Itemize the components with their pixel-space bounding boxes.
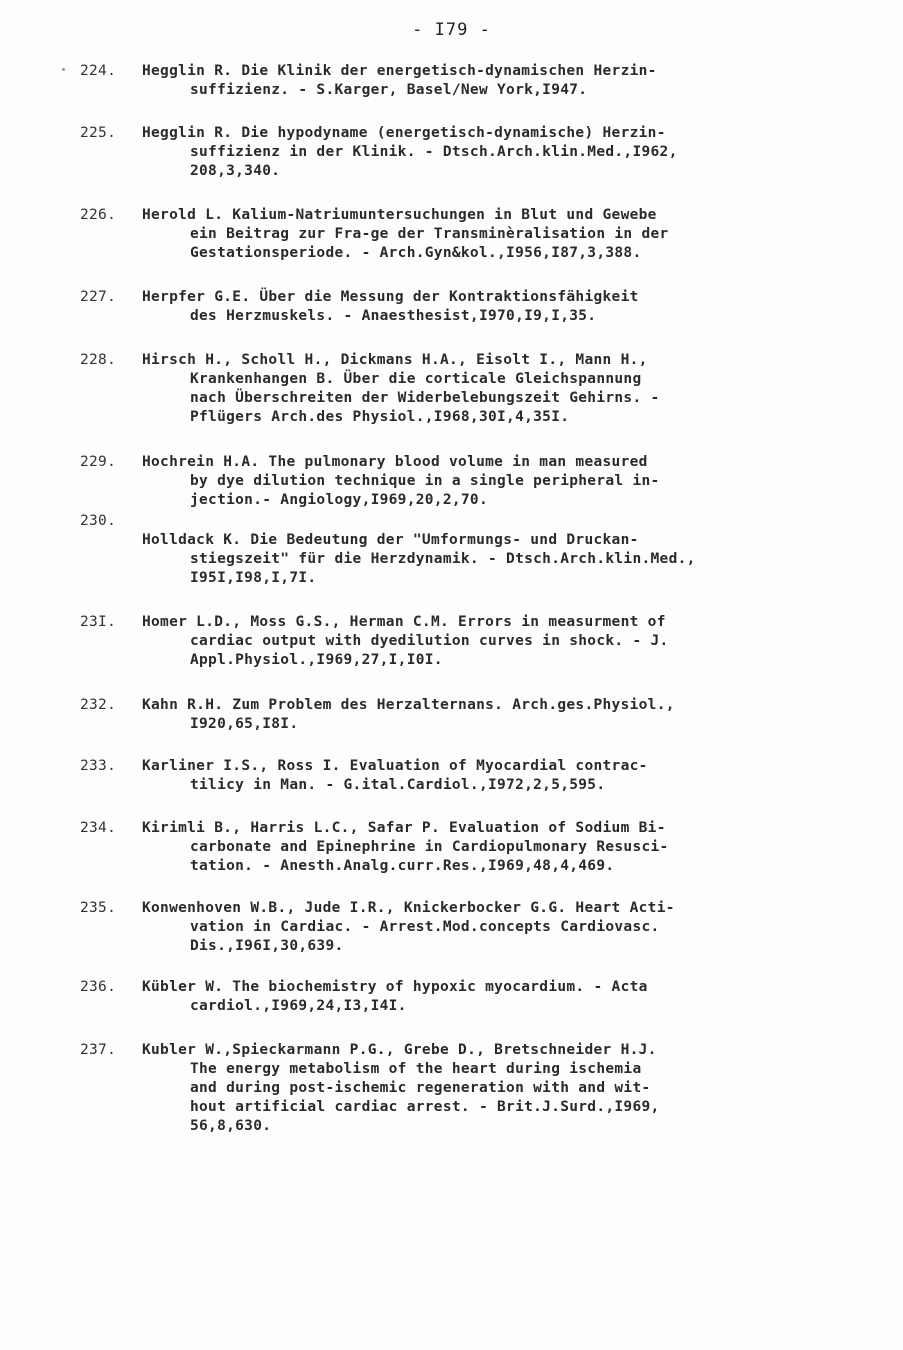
- reference-line: suffizienz in der Klinik. - Dtsch.Arch.klin.Med.,I962,: [190, 144, 678, 160]
- reference-line: I920,65,I8I.: [190, 716, 299, 732]
- reference-number: 236.: [80, 979, 117, 995]
- reference-number: 226.: [80, 207, 117, 223]
- reference-entry-228: [80, 351, 850, 427]
- reference-number: 234.: [80, 820, 117, 836]
- reference-number: 227.: [80, 289, 117, 305]
- reference-line: hout artificial cardiac arrest. - Brit.J.Surd.,I969,: [190, 1099, 660, 1115]
- reference-line: stiegszeit" für die Herzdynamik. - Dtsch.Arch.klin.Med.,: [190, 551, 696, 567]
- reference-line: Homer L.D., Moss G.S., Herman C.M. Errors in measurment of: [142, 614, 666, 630]
- reference-entry-224: [80, 62, 850, 100]
- reference-line: suffizienz. - S.Karger, Basel/New York,I947.: [190, 82, 588, 98]
- reference-entry-237: [80, 1041, 850, 1136]
- reference-line: vation in Cardiac. - Arrest.Mod.concepts Cardiovasс.: [190, 919, 660, 935]
- reference-line: cardiac output with dyedilution curves in shock. - J.: [190, 633, 669, 649]
- reference-line: Hegglin R. Die hypodyname (energetisch-dynamische) Herzin-: [142, 125, 666, 141]
- reference-line: Hirsch H., Scholl H., Dickmans H.A., Eisolt I., Mann H.,: [142, 352, 648, 368]
- reference-line: Kahn R.H. Zum Problem des Herzalternans. Arch.ges.Physiol.,: [142, 697, 675, 713]
- reference-entry-233: [80, 757, 850, 795]
- reference-entry-232: [80, 696, 850, 734]
- reference-line: Kirimli B., Harris L.C., Safar P. Evaluation of Sodium Bi-: [142, 820, 666, 836]
- reference-line: tation. - Anesth.Analg.curr.Res.,I969,48,4,469.: [190, 858, 615, 874]
- reference-entry-227: [80, 288, 850, 326]
- reference-line: des Herzmuskels. - Anaesthesist,I970,I9,I,35.: [190, 308, 597, 324]
- reference-number: 232.: [80, 697, 117, 713]
- reference-number: 235.: [80, 900, 117, 916]
- reference-line: Konwenhoven W.B., Jude I.R., Knickerbocker G.G. Heart Acti-: [142, 900, 675, 916]
- reference-line: by dye dilution technique in a single peripheral in-: [190, 473, 660, 489]
- reference-line: Karliner I.S., Ross I. Evaluation of Myocardial contrac-: [142, 758, 648, 774]
- reference-entry-231: [80, 613, 850, 670]
- reference-number: 233.: [80, 758, 117, 774]
- reference-number: 23I.: [80, 614, 117, 630]
- reference-line: and during post-ischemic regeneration with and wit-: [190, 1080, 651, 1096]
- reference-line: Kubler W.,Spieckarmann P.G., Grebe D., Bretschneider H.J.: [142, 1042, 657, 1058]
- reference-line: I95I,I98,I,7I.: [190, 570, 317, 586]
- reference-entry-236: [80, 978, 850, 1016]
- reference-line: ein Beitrag zur Fra-ge der Transminèralisation in der: [190, 226, 669, 242]
- reference-number: 230.: [80, 513, 117, 529]
- reference-line: Herpfer G.E. Über die Messung der Kontraktionsfähigkeit: [142, 289, 639, 305]
- reference-line: Herold L. Kalium-Natriumuntersuchungen in Blut und Gewebe: [142, 207, 657, 223]
- reference-line: 56,8,630.: [190, 1118, 272, 1134]
- reference-line: Holldack K. Die Bedeutung der "Umformungs- und Druckan-: [142, 532, 639, 548]
- reference-entry-235: [80, 899, 850, 956]
- reference-line: 208,3,340.: [190, 163, 281, 179]
- reference-line: Appl.Physiol.,I969,27,I,I0I.: [190, 652, 443, 668]
- reference-line: Kübler W. The biochemistry of hypoxic myocardium. - Acta: [142, 979, 648, 995]
- reference-entry-226: [80, 206, 850, 263]
- margin-mark: [62, 68, 65, 71]
- reference-line: Hochrein H.A. The pulmonary blood volume in man measured: [142, 454, 648, 470]
- reference-number: 224.: [80, 63, 117, 79]
- reference-line: carbonate and Epinephrine in Cardiopulmonary Resusci-: [190, 839, 669, 855]
- reference-line: jection.- Angiology,I969,20,2,70.: [190, 492, 488, 508]
- reference-line: Gestationsperiode. - Arch.Gyn&kol.,I956,I87,3,388.: [190, 245, 642, 261]
- reference-line: nach Überschreiten der Widerbelebungszeit Gehirns. -: [190, 390, 660, 406]
- reference-line: Krankenhangen B. Über die corticale Gleichspannung: [190, 371, 642, 387]
- reference-number: 228.: [80, 352, 117, 368]
- page-number: - I79 -: [412, 20, 491, 40]
- reference-entry-225: [80, 124, 850, 181]
- reference-line: Pflügers Arch.des Physiol.,I968,30I,4,35I.: [190, 409, 570, 425]
- reference-number: 229.: [80, 454, 117, 470]
- reference-body: [80, 531, 850, 588]
- reference-line: cardiol.,I969,24,I3,I4I.: [190, 998, 407, 1014]
- reference-entry-229: [80, 453, 850, 510]
- reference-line: The energy metabolism of the heart during ischemia: [190, 1061, 642, 1077]
- reference-line: Dis.,I96I,30,639.: [190, 938, 344, 954]
- reference-line: tilicy in Man. - G.ital.Cardiol.,I972,2,5,595.: [190, 777, 606, 793]
- reference-number: 225.: [80, 125, 117, 141]
- reference-number: 237.: [80, 1042, 117, 1058]
- reference-line: Hegglin R. Die Klinik der energetisch-dynamischen Herzin-: [142, 63, 657, 79]
- reference-entry-234: [80, 819, 850, 876]
